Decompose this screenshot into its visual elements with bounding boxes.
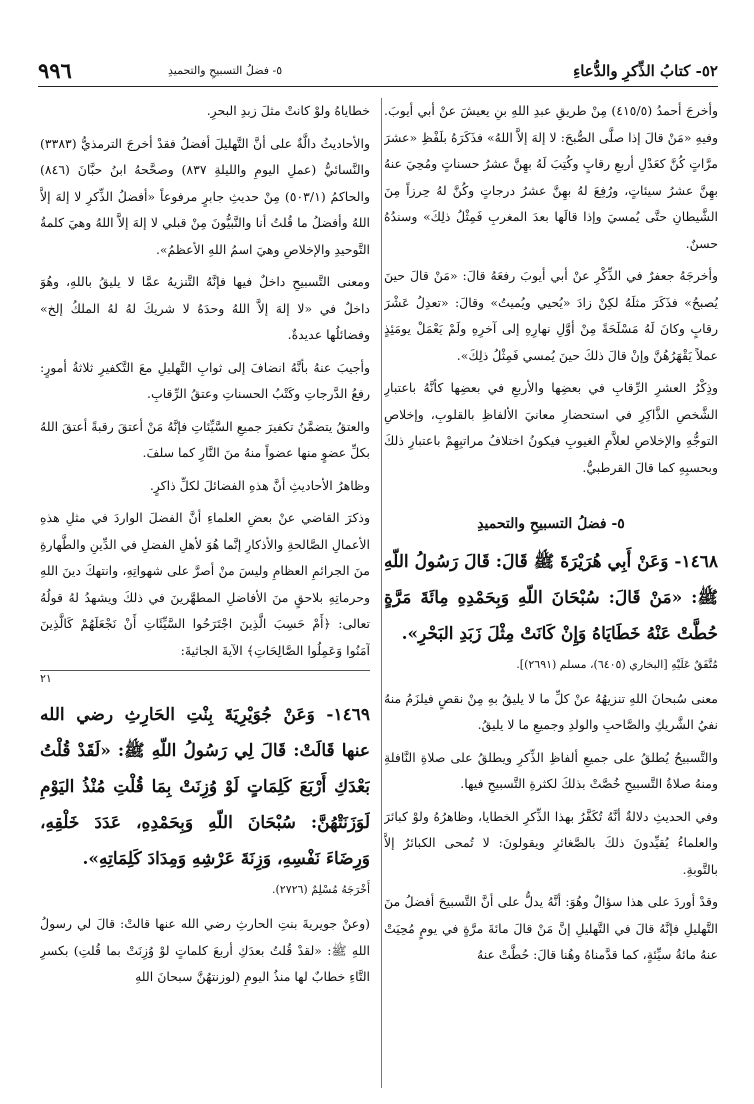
page-header: [38, 58, 718, 84]
commentary-paragraph: وذِكْرُ العشرِ الرِّقابِ في بعضِها والأربعِ في بعضِها كأنَّهُ باعتبارِ الشَّخصِ الذَّاكِرِ في استحضارِ معانيَ الألفاظِ بالقلوبِ، وإخلاصِ التوجُّهِ والإخلاصِ لعلاَّمِ الغيوبِ فيكونُ اختلافُ مراتبِهِمْ باعتبارِ ذلكَ وبحسبِهِ كما قالَ القرطبيُّ.: [384, 380, 718, 475]
commentary-paragraph: والعتقُ يتضمَّنُ تكفيرَ جميعِ السَّيِّئاتِ فإنَّهُ مَنْ أعتقَ رقبةً أعتقَ اللهُ بكلِّ عضوٍ منها عضواً منهُ منَ النَّارِ كما سلفَ.: [40, 418, 370, 460]
commentary-paragraph: وأجيبَ عنهُ بأنَّهُ انضافَ إلى ثوابِ التَّهليلِ معَ التَّكفيرِ ثلاثةُ أمورٍ: رفعُ الدَّرجاتِ وكَتْبُ الحسناتِ وعتقُ الرِّقابِ.: [40, 359, 370, 401]
hadith-1468-text: ١٤٦٨- وَعَنْ أَبِي هُرَيْرَةَ ﷺ قَالَ: قَالَ رَسُولُ اللّهِ ﷺ: «مَنْ قَالَ: سُبْحَانَ اللّهِ وَبِحَمْدِهِ مِائَةَ مَرَّةٍ حُطَّتْ عَنْهُ خَطَايَاهُ وَإِنْ كَانَتْ مِثْلَ زَبَدِ البَحْرِ».: [384, 551, 718, 644]
page-number: ٩٩٦: [38, 58, 72, 83]
commentary-paragraph: وظاهرُ الأحاديثِ أنَّ هذهِ الفضائلَ لكلِّ ذاكرٍ.: [149, 477, 370, 493]
hadith-1468-takhrij: مُتَّفَقٌ عَلَيْهِ [البخاري (٦٤٠٥)، مسلم (٢٦٩١)].: [516, 657, 718, 671]
section-title: ٥- فضلُ التسبيحِ والتحميدِ: [477, 516, 625, 532]
left-column: [40, 98, 370, 1088]
commentary-paragraph: والأحاديثُ دالَّةٌ على أنَّ التَّهليلَ أفضلُ فقدْ أخرجَ الترمذيُّ (٣٣٨٣) والنَّسائيُّ (عملِ اليومِ والليلةِ ٨٣٧) وصحَّحهُ ابنُ حبَّانَ (٨٤٦) والحاكمُ (٥٠٣/١) مِنْ حديثِ جابرٍ مرفوعاً «أفضلُ الذِّكرِ لا إلهَ إلاَّ اللهُ وأفضلُ ما قُلتُ أنا والنَّبيُّونَ مِنْ قبلي لا إلهَ إلاَّ اللهُ وهيَ كلمةُ التَّوحيدِ والإخلاصِ وهيَ اسمُ اللهِ الأعظمُ».: [40, 135, 370, 257]
commentary-paragraph: وقدْ أوردَ على هذا سؤالٌ وهُوَ: أنَّهُ يدلُّ على أنَّ التَّسبيحَ أفضلُ منَ التَّهليلِ فإنَّهُ قالَ في التَّهليلِ إنَّ مَنْ قالَ مائةَ مرَّةٍ في يومٍ مُحِيَتْ عنهُ مائةُ سيِّئةٍ، كما قدَّمناهُ وهُنا قالَ: حُطَّتْ عنهُ: [384, 894, 718, 962]
header-rule: [38, 86, 718, 87]
commentary-paragraph: (وعنْ جويريةَ بنتِ الحارثِ رضي الله عنها قالتْ: قالَ لي رسولُ اللهِ ﷺ: «لقدْ قُلتُ بعدَكِ أربعَ كلماتٍ لوْ وُزِنَتْ بما قُلتِ) بكسرِ التَّاءِ خطابٌ لها منذُ اليومِ (لوزنتهُنَّ سبحانَ اللهِ: [40, 916, 370, 984]
section-header: ٥- فضلُ التسبيحِ والتحميدِ: [168, 64, 283, 77]
commentary-paragraph: خطاياهُ ولوْ كانتْ مثلَ زبدِ البحرِ.: [206, 103, 370, 118]
running-title: ٥٢- كتابُ الذِّكرِ والدُّعاءِ: [573, 62, 718, 80]
column-divider: [381, 98, 382, 1088]
commentary-paragraph: والتَّسبيحُ يُطلقُ على جميعِ ألفاظِ الذِّكرِ ويطلقُ على صلاةِ النَّافلةِ ومنهُ صلاةُ التَّسبيحِ خُصَّتْ بذلكَ لكثرةِ التَّسبيحِ فيها.: [384, 749, 718, 791]
commentary-paragraph: وأخرجَهُ جعفرٌ في الذِّكْرِ عنْ أبي أيوبَ رفعَهُ قالَ: «مَنْ قالَ حينَ يُصبحُ» فذَكَرَ مثلَهُ لكِنْ زادَ «يُحيي ويُميتُ» وقالَ: «تعدِلُ عَشْرَ رقابٍ وكانَ لَهُ مَسْلَحَةً مِنْ أوَّلِ نهارِهِ إلى آخرِهِ ولَمْ يَعْمَلْ يومَئِذٍ عملاً يَقْهَرُهُنَّ وإنْ قالَ ذلكَ حينَ يُمسي فَمِثْلُ ذلِكَ».: [384, 268, 718, 363]
commentary-paragraph: وفي الحديثِ دلالةٌ أنَّهُ تُكَفَّرُ بهذا الذِّكرِ الخطايا، وظاهرُهُ ولوْ كبائرَ والعلماءُ يُقيِّدونَ ذلكَ بالصَّغائرِ ويقولونَ: لا تُمحى الكبائرُ إلاَّ بالتَّوبةِ.: [384, 808, 718, 877]
right-column: [384, 98, 718, 1088]
hadith-1469-text: ١٤٦٩- وَعَنْ جُوَيْرِيَةَ بِنْتِ الحَارِثِ رضي الله عنها قَالَتْ: قَالَ لِي رَسُولُ اللّهِ ﷺ: «لَقَدْ قُلْتُ بَعْدَكِ أَرْبَعَ كَلِمَاتٍ لَوْ وُزِنَتْ بِمَا قُلْتِ مُنْذُ اليَوْمِ لَوَزَنَتْهُنَّ: سُبْحَانَ اللّهِ وَبِحَمْدِهِ، عَدَدَ خَلْقِهِ، وَرِضَاءَ نَفْسِهِ، وَزِنَةَ عَرْشِهِ وَمِدَادَ كَلِمَاتِهِ».: [40, 705, 370, 869]
commentary-paragraph: وأخرجَ أحمدُ (٤١٥/٥) مِنْ طريقِ عبدِ اللهِ بنِ يعيشَ عنْ أبي أيوبَ. وفيهِ «مَنْ قالَ إذا صلَّى الصُّبحَ: لا إلهَ إلاَّ اللهُ» فذَكَرَهُ بلَفْظِ «عشرَ مرَّاتٍ كُنَّ كعَدْلِ أربعِ رقابٍ وكُتِبَ لَهُ بهِنَّ عشرُ حسناتٍ ومُحِيَ عنهُ بهِنَّ عشرُ سيئاتٍ، ورُفِعَ لهُ بهِنَّ عشرُ درجاتٍ وكُنَّ لهُ حِرزاً مِنَ الشَّيطانِ حتَّى يُمسيَ وإذا قالَها بعدَ المغربِ فَمِثْلُ ذلِكَ» وسندُهُ حسنٌ.: [384, 103, 718, 251]
hadith-1469-takhrij: أَخْرَجَهُ مُسْلِمٌ (٢٧٢٦).: [271, 883, 370, 896]
commentary-paragraph: ومعنى التَّسبيحِ داخلٌ فيها فإنَّهُ التَّنزيهُ عمَّا لا يليقُ باللهِ، وهُوَ داخلٌ في «لا إلهَ إلاَّ اللهُ وحدَهُ لا شريكَ لهُ لهُ الملكُ إلخ» وفضائلُها عديدةٌ.: [40, 274, 370, 342]
commentary-paragraph: معنى سُبحانَ اللهِ تنزيهُهُ عنْ كلِّ ما لا يليقُ بهِ مِنْ نقصٍ فيلزَمُ منهُ نفيُ الشَّريكِ والصَّاحبِ والولدِ وجميعِ ما لا يليقُ.: [384, 690, 718, 732]
commentary-paragraph: وذكرَ القاضي عنْ بعضِ العلماءِ أنَّ الفضلَ الواردَ في مثلِ هذهِ الأعمالِ الصَّالحةِ والأذكارِ إنَّما هُوَ لأهلِ الفضلِ في الدِّينِ والطَّهارةِ منَ الجرائمِ العظامِ وليسَ منْ أصرَّ على شهواتِهِ، وانتهكَ دينَ اللهِ وحرماتِهِ بلاحقٍ منَ الأفاضلِ المطهَّرينَ في ذلكَ ويشهدُ لهُ قولُهُ تعالى: ﴿أَمْ حَسِبَ الَّذِينَ اجْتَرَحُوا السَّيِّئَاتِ أَنْ نَجْعَلَهُمْ كَالَّذِينَ آمَنُوا وَعَمِلُوا الصَّالِحَاتِ﴾ الآيةَ الجاثيةَ:: [40, 510, 370, 658]
footnote-marker: ٢١: [40, 670, 370, 687]
